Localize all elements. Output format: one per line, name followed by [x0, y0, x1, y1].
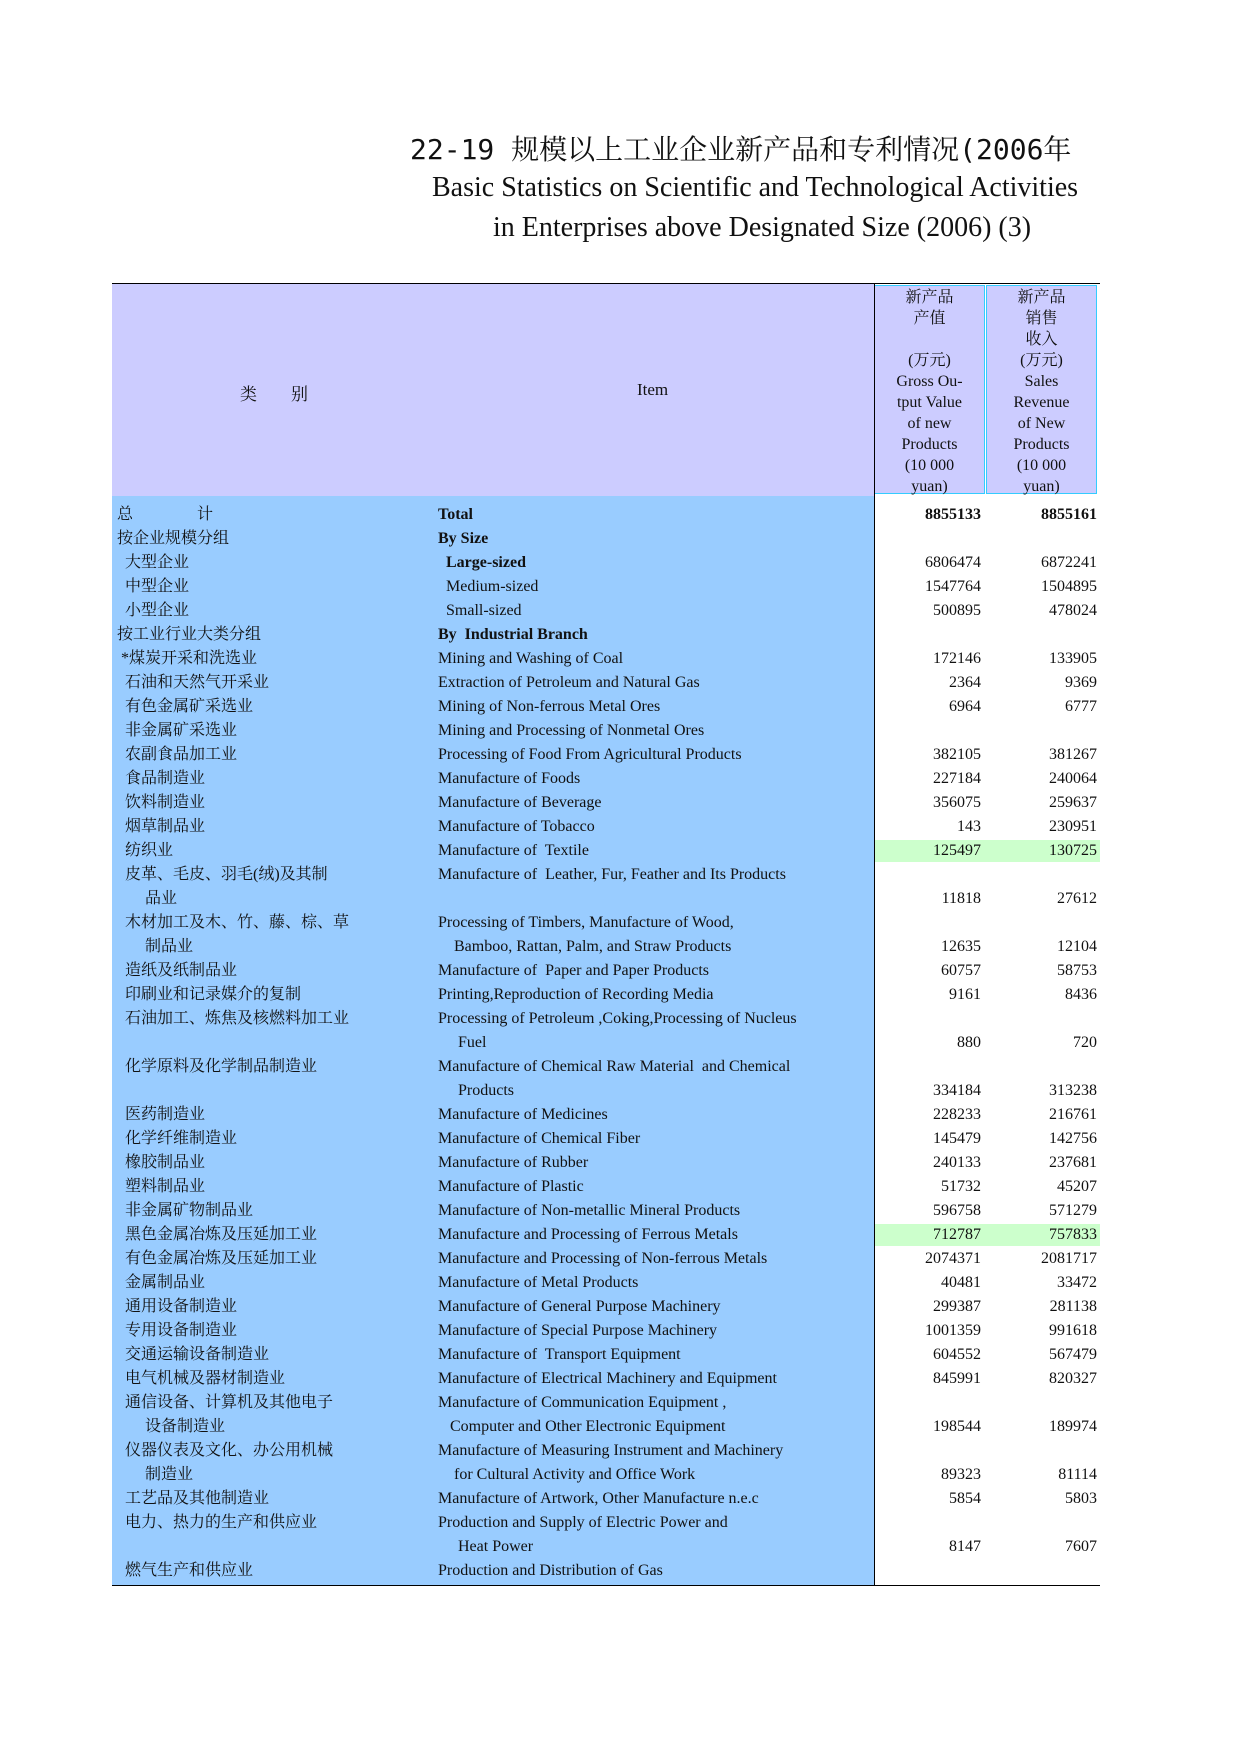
value-gross-output: 240133 — [933, 1154, 981, 1171]
table-row — [112, 623, 1100, 647]
row-label-en: Manufacture of Special Purpose Machinery — [438, 1322, 718, 1339]
value-gross-output: 1001359 — [925, 1322, 981, 1339]
header-category-cn: 类 别 — [240, 385, 308, 404]
value-gross-output: 227184 — [933, 770, 981, 787]
value-gross-output: 145479 — [933, 1130, 981, 1147]
table-row — [112, 1127, 1100, 1151]
table-row — [112, 1223, 1100, 1247]
row-label-cn: 化学原料及化学制品制造业 — [117, 1058, 318, 1075]
row-label-cn: *煤炭开采和洗选业 — [117, 650, 258, 667]
row-label-cn: 金属制品业 — [117, 1274, 206, 1291]
table-row — [112, 743, 1100, 767]
row-label-cn: 电力、热力的生产和供应业 — [117, 1514, 318, 1531]
row-label-cn: 工艺品及其他制造业 — [117, 1490, 270, 1507]
row-label-en: Mining of Non-ferrous Metal Ores — [438, 698, 661, 715]
value-sales-revenue: 33472 — [1057, 1274, 1097, 1291]
row-label-cn: 化学纤维制造业 — [117, 1130, 238, 1147]
header-item-en: Item — [637, 380, 669, 399]
row-label-cn: 食品制造业 — [117, 770, 206, 787]
table-row — [112, 1055, 1100, 1103]
row-label-en: Manufacture of Paper and Paper Products — [438, 962, 710, 979]
value-gross-output: 228233 — [933, 1106, 981, 1123]
header-line: yuan) — [1023, 478, 1060, 495]
row-label-en: Total — [438, 506, 473, 523]
row-label-en: Manufacture of Tobacco — [438, 818, 595, 835]
row-label-en: Mining and Washing of Coal — [438, 650, 624, 667]
row-label-cn: 小型企业 — [117, 602, 190, 619]
row-label-cn: 通信设备、计算机及其他电子 — [117, 1394, 334, 1411]
table-row — [112, 1199, 1100, 1223]
value-sales-revenue: 45207 — [1057, 1178, 1097, 1195]
row-label-en: Manufacture of Foods — [438, 770, 581, 787]
table-row — [112, 815, 1100, 839]
row-label-en-cont: Computer and Other Electronic Equipment — [438, 1418, 726, 1435]
value-sales-revenue: 281138 — [1049, 1298, 1097, 1315]
table-row — [112, 1343, 1100, 1367]
row-label-cn: 纺织业 — [117, 842, 174, 859]
value-gross-output: 2074371 — [925, 1250, 981, 1267]
table-row — [112, 1439, 1100, 1487]
value-sales-revenue: 313238 — [1049, 1082, 1097, 1099]
row-label-cn: 石油加工、炼焦及核燃料加工业 — [117, 1010, 350, 1027]
row-label-en-cont: Fuel — [438, 1034, 487, 1051]
value-sales-revenue: 81114 — [1058, 1466, 1097, 1483]
table-row — [112, 1319, 1100, 1343]
row-label-cn-cont: 品业 — [117, 890, 178, 907]
value-gross-output: 5854 — [949, 1490, 981, 1507]
value-sales-revenue: 130725 — [1049, 842, 1097, 859]
row-label-en: Printing,Reproduction of Recording Media — [438, 986, 714, 1003]
row-label-en: Manufacture of Beverage — [438, 794, 602, 811]
value-gross-output: 12635 — [941, 938, 981, 955]
value-gross-output: 60757 — [941, 962, 981, 979]
row-label-en: Manufacture of Artwork, Other Manufacture n.e.c — [438, 1490, 759, 1507]
value-sales-revenue: 142756 — [1049, 1130, 1097, 1147]
table-row — [112, 791, 1100, 815]
table-row — [112, 1007, 1100, 1055]
value-sales-revenue: 230951 — [1049, 818, 1097, 835]
row-label-cn: 医药制造业 — [117, 1106, 206, 1123]
row-label-en: Manufacture of Communication Equipment , — [438, 1394, 727, 1411]
value-sales-revenue: 1504895 — [1041, 578, 1097, 595]
row-label-en: Production and Distribution of Gas — [438, 1562, 663, 1579]
row-label-en: Manufacture of General Purpose Machinery — [438, 1298, 721, 1315]
title-english-line1: Basic Statistics on Scientific and Technological Activities — [432, 172, 1079, 203]
row-label-en: Manufacture of Metal Products — [438, 1274, 639, 1291]
value-gross-output: 356075 — [933, 794, 981, 811]
value-gross-output: 8855133 — [925, 506, 981, 523]
value-sales-revenue: 820327 — [1049, 1370, 1097, 1387]
value-sales-revenue: 991618 — [1049, 1322, 1097, 1339]
value-sales-revenue: 133905 — [1049, 650, 1097, 667]
row-label-cn: 中型企业 — [117, 578, 190, 595]
row-label-en: Manufacture of Textile — [438, 842, 589, 859]
value-gross-output: 89323 — [941, 1466, 981, 1483]
row-label-en: By Size — [438, 530, 489, 547]
value-sales-revenue: 5803 — [1065, 1490, 1097, 1507]
value-gross-output: 1547764 — [925, 578, 981, 595]
row-label-en: Processing of Timbers, Manufacture of Wood, — [438, 914, 734, 931]
table-row — [112, 863, 1100, 911]
value-sales-revenue: 381267 — [1049, 746, 1097, 763]
header-line: 产值 — [913, 310, 946, 327]
table-row — [112, 983, 1100, 1007]
value-sales-revenue: 9369 — [1065, 674, 1097, 691]
value-sales-revenue: 478024 — [1049, 602, 1097, 619]
table-row — [112, 575, 1100, 599]
value-gross-output: 845991 — [933, 1370, 981, 1387]
row-label-en: Manufacture of Measuring Instrument and Machinery — [438, 1442, 784, 1459]
header-line: (万元) — [908, 352, 951, 369]
value-sales-revenue: 757833 — [1049, 1226, 1097, 1243]
header-line: (万元) — [1020, 352, 1063, 369]
table-row — [112, 959, 1100, 983]
header-line: 新产品 — [905, 289, 954, 306]
value-gross-output: 880 — [957, 1034, 981, 1051]
header-line: Products — [1013, 436, 1070, 453]
row-label-cn: 按企业规模分组 — [117, 530, 230, 547]
value-gross-output: 596758 — [933, 1202, 981, 1219]
value-sales-revenue: 8436 — [1065, 986, 1097, 1003]
table-row — [112, 1487, 1100, 1511]
value-sales-revenue: 237681 — [1049, 1154, 1097, 1171]
row-label-en: Processing of Petroleum ,Coking,Processing of Nucleus — [438, 1010, 797, 1027]
row-label-en: Production and Supply of Electric Power and — [438, 1514, 728, 1531]
row-label-cn: 交通运输设备制造业 — [117, 1346, 270, 1363]
header-col-gross-output — [874, 285, 985, 494]
value-sales-revenue: 216761 — [1049, 1106, 1097, 1123]
header-line: 新产品 — [1017, 289, 1066, 306]
row-label-en: By Industrial Branch — [438, 626, 588, 643]
table-row — [112, 527, 1100, 551]
table-row — [112, 1511, 1100, 1559]
row-label-en-cont: Bamboo, Rattan, Palm, and Straw Products — [438, 938, 732, 955]
table-row — [112, 767, 1100, 791]
value-gross-output: 712787 — [933, 1226, 981, 1243]
header-line: of New — [1017, 415, 1066, 432]
header-line: 销售 — [1025, 310, 1058, 327]
value-sales-revenue: 240064 — [1049, 770, 1097, 787]
row-label-cn: 皮革、毛皮、羽毛(绒)及其制 — [117, 866, 328, 883]
row-label-en: Manufacture and Processing of Ferrous Metals — [438, 1226, 738, 1243]
row-label-cn: 按工业行业大类分组 — [117, 626, 262, 643]
row-label-cn-cont: 制造业 — [117, 1466, 194, 1483]
table-row — [112, 719, 1100, 743]
table-row — [112, 1367, 1100, 1391]
row-label-cn-cont: 设备制造业 — [117, 1418, 226, 1435]
header-col-sales-revenue — [986, 285, 1097, 494]
table-row — [112, 1559, 1100, 1583]
table-row — [112, 911, 1100, 959]
value-gross-output: 6806474 — [925, 554, 981, 571]
header-line: tput Value — [896, 394, 963, 411]
row-label-cn: 总 计 — [117, 506, 214, 523]
value-sales-revenue: 58753 — [1057, 962, 1097, 979]
row-label-en: Manufacture of Leather, Fur, Feather and Its Products — [438, 866, 786, 883]
row-label-en-cont: Products — [438, 1082, 514, 1099]
value-gross-output: 500895 — [933, 602, 981, 619]
value-gross-output: 2364 — [949, 674, 981, 691]
value-sales-revenue: 6777 — [1065, 698, 1097, 715]
table-top-rule — [112, 283, 1100, 284]
row-label-cn-cont: 制品业 — [117, 938, 194, 955]
title-english-line2: in Enterprises above Designated Size (2006) (3) — [493, 212, 1032, 243]
row-label-cn: 专用设备制造业 — [117, 1322, 238, 1339]
table-row — [112, 1151, 1100, 1175]
value-sales-revenue: 189974 — [1049, 1418, 1097, 1435]
value-gross-output: 172146 — [933, 650, 981, 667]
row-label-cn: 有色金属冶炼及压延加工业 — [117, 1250, 318, 1267]
row-label-en: Manufacture of Chemical Fiber — [438, 1130, 641, 1147]
value-sales-revenue: 8855161 — [1041, 506, 1097, 523]
value-sales-revenue: 27612 — [1057, 890, 1097, 907]
table-row — [112, 1295, 1100, 1319]
row-label-cn: 电气机械及器材制造业 — [117, 1370, 286, 1387]
table-row — [112, 1175, 1100, 1199]
row-label-cn: 烟草制品业 — [117, 818, 206, 835]
header-line: Revenue — [1013, 394, 1070, 411]
statistics-table — [112, 283, 1100, 1586]
table-bottom-rule — [112, 1585, 1100, 1586]
row-label-cn: 黑色金属冶炼及压延加工业 — [117, 1226, 318, 1243]
row-label-en: Mining and Processing of Nonmetal Ores — [438, 722, 705, 739]
row-label-en: Manufacture of Chemical Raw Material and Chemical — [438, 1058, 791, 1075]
row-label-en-cont: Heat Power — [438, 1538, 534, 1555]
row-label-en: Manufacture of Plastic — [438, 1178, 584, 1195]
table-row — [112, 551, 1100, 575]
row-label-cn: 印刷业和记录媒介的复制 — [117, 986, 302, 1003]
row-label-en: Processing of Food From Agricultural Products — [438, 746, 742, 763]
header-background — [112, 284, 874, 496]
header-line: Sales — [1024, 373, 1059, 390]
value-gross-output: 125497 — [933, 842, 981, 859]
row-label-en: Manufacture of Electrical Machinery and Equipment — [438, 1370, 777, 1387]
header-line: (10 000 — [904, 457, 955, 474]
value-gross-output: 604552 — [933, 1346, 981, 1363]
row-label-en: Manufacture of Medicines — [438, 1106, 608, 1123]
value-gross-output: 11818 — [941, 890, 981, 907]
table-row — [112, 599, 1100, 623]
row-label-en: Small-sized — [438, 602, 522, 619]
header-line: Products — [901, 436, 958, 453]
row-label-cn: 通用设备制造业 — [117, 1298, 238, 1315]
table-row — [112, 1391, 1100, 1439]
value-gross-output: 6964 — [949, 698, 981, 715]
header-line: of new — [907, 415, 952, 432]
table-row — [112, 647, 1100, 671]
row-label-en: Manufacture of Transport Equipment — [438, 1346, 681, 1363]
value-gross-output: 9161 — [949, 986, 981, 1003]
table-row — [112, 1103, 1100, 1127]
row-label-cn: 燃气生产和供应业 — [117, 1562, 254, 1579]
header-line: (10 000 — [1016, 457, 1067, 474]
row-label-en: Manufacture and Processing of Non-ferrous Metals — [438, 1250, 768, 1267]
header-line: yuan) — [911, 478, 948, 495]
row-label-en: Large-sized — [438, 554, 526, 571]
row-label-cn: 非金属矿物制品业 — [117, 1202, 254, 1219]
header-line: 收入 — [1025, 331, 1058, 348]
value-sales-revenue: 571279 — [1049, 1202, 1097, 1219]
header-line — [875, 329, 984, 350]
row-label-cn: 石油和天然气开采业 — [117, 674, 270, 691]
value-gross-output: 143 — [957, 818, 981, 835]
value-sales-revenue: 720 — [1073, 1034, 1097, 1051]
row-label-en: Manufacture of Non-metallic Mineral Products — [438, 1202, 741, 1219]
value-gross-output: 198544 — [933, 1418, 981, 1435]
row-label-cn: 仪器仪表及文化、办公用机械 — [117, 1442, 334, 1459]
table-row — [112, 1247, 1100, 1271]
row-label-en: Manufacture of Rubber — [438, 1154, 589, 1171]
title-chinese: 22-19 规模以上工业企业新产品和专利情况(2006年 — [410, 133, 1072, 166]
row-label-cn: 非金属矿采选业 — [117, 722, 238, 739]
row-label-en: Extraction of Petroleum and Natural Gas — [438, 674, 700, 691]
row-label-en: Medium-sized — [438, 578, 539, 595]
value-sales-revenue: 259637 — [1049, 794, 1097, 811]
row-label-cn: 橡胶制品业 — [117, 1154, 206, 1171]
table-row — [112, 503, 1100, 527]
header-line: Gross Ou- — [896, 373, 963, 390]
table-row — [112, 671, 1100, 695]
row-label-cn: 造纸及纸制品业 — [117, 962, 238, 979]
row-label-cn: 饮料制造业 — [117, 794, 206, 811]
row-label-cn: 塑料制品业 — [117, 1178, 206, 1195]
row-label-cn: 大型企业 — [117, 554, 190, 571]
value-sales-revenue: 12104 — [1057, 938, 1097, 955]
row-label-cn: 有色金属矿采选业 — [117, 698, 254, 715]
value-sales-revenue: 6872241 — [1041, 554, 1097, 571]
value-gross-output: 299387 — [933, 1298, 981, 1315]
value-gross-output: 8147 — [949, 1538, 981, 1555]
value-gross-output: 334184 — [933, 1082, 981, 1099]
table-row — [112, 839, 1100, 863]
table-row — [112, 695, 1100, 719]
row-label-cn: 木材加工及木、竹、藤、棕、草 — [117, 914, 350, 931]
value-sales-revenue: 2081717 — [1041, 1250, 1097, 1267]
value-gross-output: 382105 — [933, 746, 981, 763]
value-sales-revenue: 7607 — [1065, 1538, 1097, 1555]
value-sales-revenue: 567479 — [1049, 1346, 1097, 1363]
value-gross-output: 40481 — [941, 1274, 981, 1291]
row-label-en-cont: for Cultural Activity and Office Work — [438, 1466, 696, 1483]
row-label-cn: 农副食品加工业 — [117, 746, 238, 763]
table-row — [112, 1271, 1100, 1295]
value-gross-output: 51732 — [941, 1178, 981, 1195]
